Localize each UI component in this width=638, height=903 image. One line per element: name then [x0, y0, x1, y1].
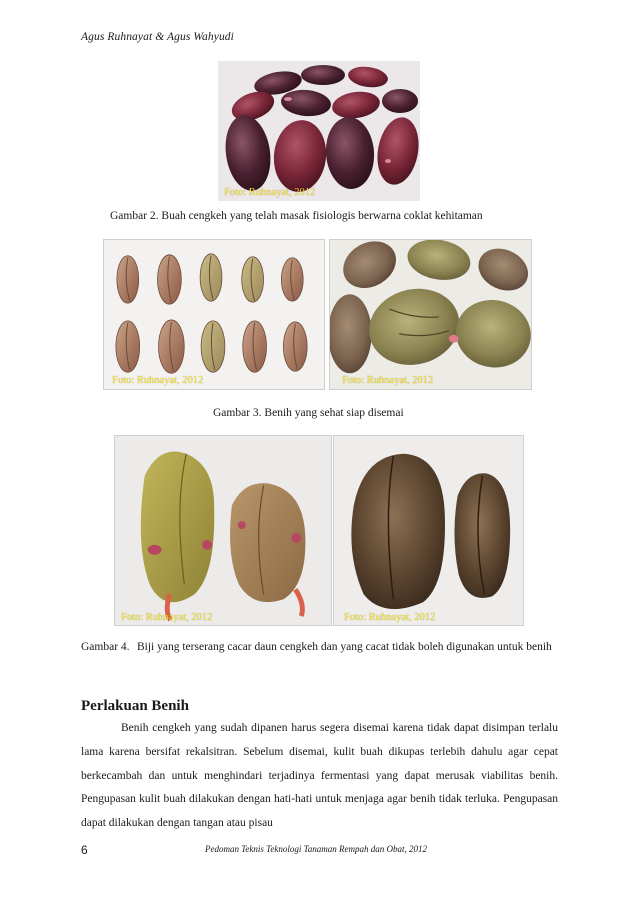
- figure-4-caption-text: Biji yang terserang cacar daun cengkeh dan yang cacat tidak boleh digunakan untuk benih: [137, 641, 552, 653]
- figure-2-photo: [218, 61, 420, 201]
- figure-3-right-photo: [329, 239, 532, 390]
- figure-4-left-photo: [114, 435, 332, 626]
- running-footer: Pedoman Teknis Teknologi Tanaman Rempah dan Obat, 2012: [205, 844, 428, 854]
- figure-3-left-photo: [103, 239, 325, 390]
- running-header: Agus Ruhnayat & Agus Wahyudi: [81, 31, 234, 43]
- photo-credit: Foto: Ruhnayat, 2012: [112, 375, 204, 386]
- photo-credit: Foto: Ruhnayat, 2012: [342, 375, 434, 386]
- photo-credit: Foto: Ruhnayat, 2012: [224, 187, 316, 198]
- page-number: 6: [81, 843, 88, 857]
- body-paragraph: Benih cengkeh yang sudah dipanen harus segera disemai karena tidak dapat disimpan terlalu lama karena bersifat rekalsitran. Sebelum disemai, kulit buah dikupas terlebih dahulu agar cepat berkecambah dan untuk menghindari terjadinya fermentasi yang dapat merusak viabilitas benih. Pengupasan kulit buah dilakukan dengan hati-hati untuk menjaga agar benih tidak terluka. Pengupasan dapat dilakukan dengan tangan atau pisau: [81, 722, 558, 830]
- photo-credit: Foto: Ruhnayat, 2012: [121, 612, 213, 623]
- figure-4-right-photo: [333, 435, 524, 626]
- figure-3-caption: Gambar 3. Benih yang sehat siap disemai: [213, 407, 404, 419]
- figure-4-caption: [81, 640, 561, 655]
- figure-4-caption-label: Gambar 4.: [81, 641, 130, 653]
- figure-2-caption: Gambar 2. Buah cengkeh yang telah masak fisiologis berwarna coklat kehitaman: [110, 210, 483, 222]
- section-title: Perlakuan Benih: [81, 698, 189, 714]
- photo-credit: Foto: Ruhnayat, 2012: [344, 612, 436, 623]
